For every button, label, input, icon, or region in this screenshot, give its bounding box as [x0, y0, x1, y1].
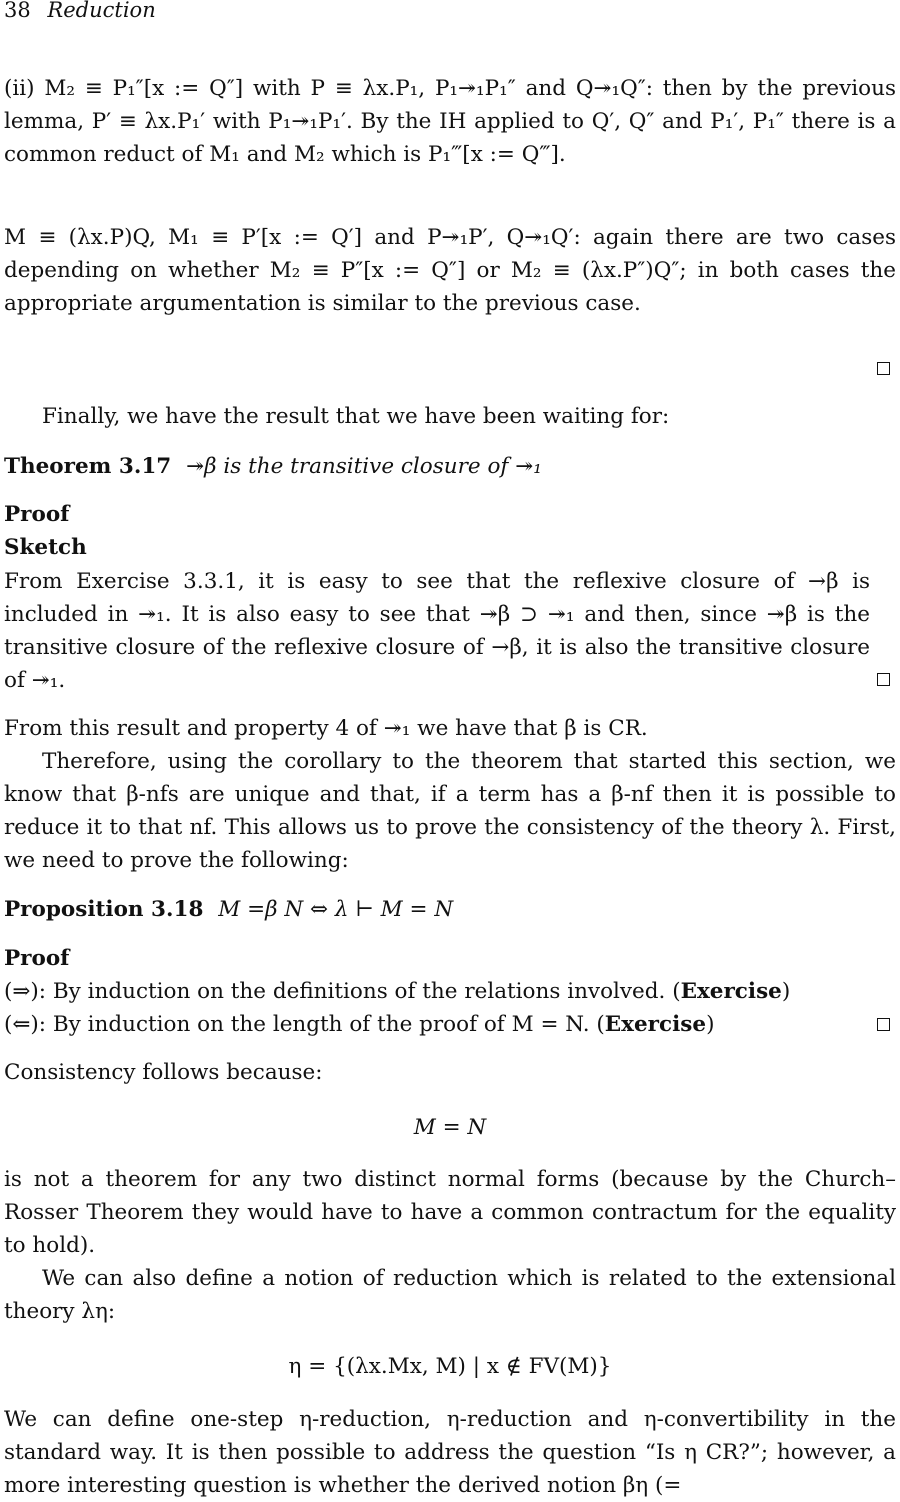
eta-reduction-paragraph: We can define one-step η-reduction, η-reduction and η-convertibility in the standard way. It is then possible to address the question “Is η CR?”; however, a more interesting question is whether the derived notion βη (=	[4, 1407, 896, 1498]
running-header	[4, 0, 156, 27]
equation-eta: η = {(λx.Mx, M) | x ∉ FV(M)}	[288, 1354, 612, 1379]
proposition-3-18	[4, 893, 896, 926]
sketch-heading: Sketch	[4, 535, 87, 560]
theorem-statement: ↠β is the transitive closure of ↠₁	[186, 454, 542, 479]
equation-m-equals-n: M = N	[413, 1115, 487, 1140]
sketch-paragraph: From Exercise 3.3.1, it is easy to see that the reflexive closure of →β is included in ↠₁. It is also easy to see that ↠β ⊃ ↠₁ and then, since ↠β is the transitive closure of the reflexive closure of →β, it is also the transitive closure of ↠₁.	[4, 569, 870, 693]
case-beta-paragraph: M ≡ (λx.P)Q, M₁ ≡ P′[x := Q′] and P↠₁P′, Q↠₁Q′: again there are two cases depending on whether M₂ ≡ P″[x := Q″] or M₂ ≡ (λx.P″)Q″; in both cases the appropriate argumentation is similar to the previous case.	[4, 225, 896, 316]
page-number: 38	[4, 0, 31, 22]
beta-cr-paragraph: From this result and property 4 of ↠₁ we have that β is CR.	[4, 716, 648, 741]
qed-box	[877, 673, 890, 686]
proof-forward-line: (⇒): By induction on the definitions of the relations involved. (Exercise)	[4, 979, 791, 1004]
proof-heading: Proof	[4, 946, 70, 971]
running-title: Reduction	[47, 0, 156, 22]
church-rosser-paragraph: is not a theorem for any two distinct normal forms (because by the Church–Rosser Theorem they would have to have a common contractum for the equality to hold).	[4, 1167, 896, 1258]
case-ii-paragraph: (ii) M₂ ≡ P₁″[x := Q″] with P ≡ λx.P₁, P₁↠₁P₁″ and Q↠₁Q″: then by the previous lemma, P′ ≡ λx.P₁′ with P₁↠₁P₁′. By the IH applied to Q′, Q″ and P₁′, P₁″ there is a common reduct of M₁ and M₂ which is P₁‴[x := Q‴].	[4, 76, 896, 167]
extensional-paragraph: We can also define a notion of reduction which is related to the extensional theory λη:	[4, 1266, 896, 1324]
qed-box	[877, 1018, 890, 1031]
consistency-intro-paragraph: Therefore, using the corollary to the theorem that started this section, we know that β-nfs are unique and that, if a term has a β-nf then it is possible to reduce it to that nf. This allows us to prove the consistency of the theory λ. First, we need to prove the following:	[4, 749, 896, 873]
transition-paragraph: Finally, we have the result that we have been waiting for:	[42, 404, 670, 429]
theorem-label: Theorem 3.17	[4, 454, 172, 479]
proof-heading: Proof	[4, 502, 70, 527]
proof-backward-line: (⇐): By induction on the length of the proof of M = N. (Exercise)	[4, 1012, 715, 1037]
consistency-line: Consistency follows because:	[4, 1060, 323, 1085]
theorem-3-17	[4, 450, 896, 483]
proposition-statement: M =β N ⇔ λ ⊢ M = N	[218, 897, 454, 922]
proposition-label: Proposition 3.18	[4, 897, 204, 922]
qed-box	[877, 362, 890, 375]
